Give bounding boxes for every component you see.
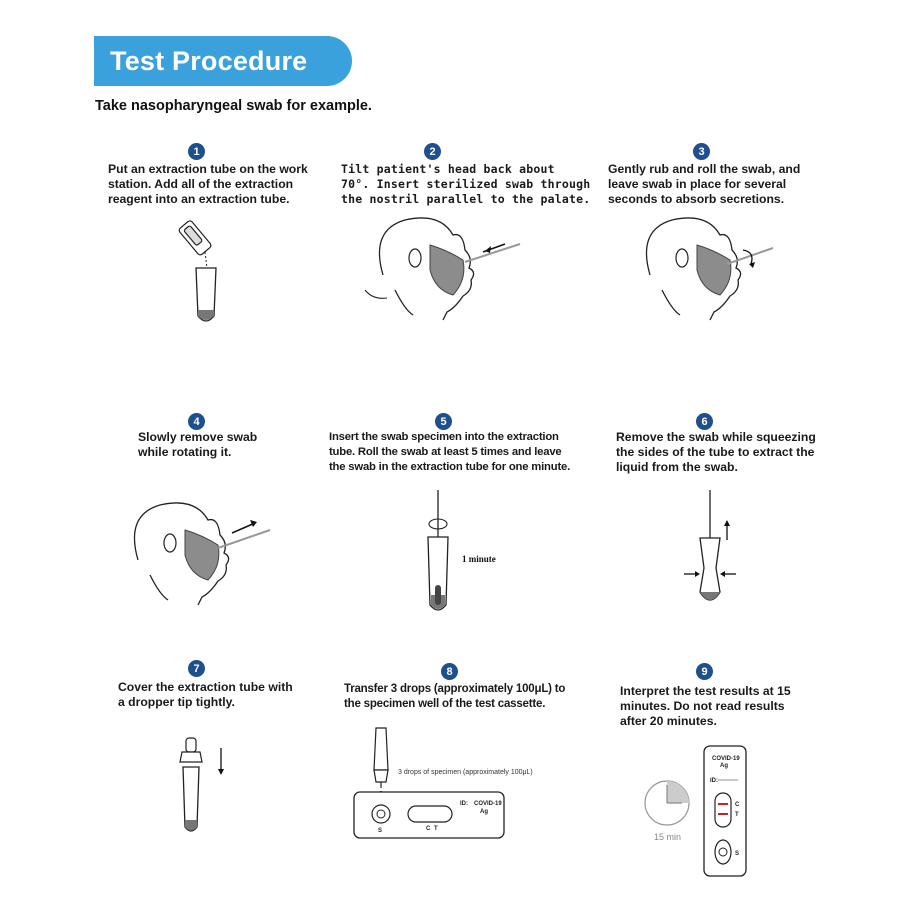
read-result-illustration (612, 660, 900, 910)
squeeze-tube-illustration (612, 410, 900, 660)
step-text: Tilt patient's head back about 70°. Insert sterilized swab through the nostril parallel to the palate. (341, 162, 591, 206)
cassette-id: ID: (460, 801, 468, 807)
step-2 (335, 140, 625, 390)
swab-in-tube-illustration (325, 410, 615, 660)
head-tilt-insert-swab-illustration (335, 140, 625, 390)
label-t: T (735, 812, 739, 818)
step-6 (612, 410, 900, 660)
timer-label: 15 min (654, 832, 682, 842)
step-number: 7 (188, 660, 205, 677)
step-text: Insert the swab specimen into the extraction tube. Roll the swab at least 5 times and leave the swab in the extraction tube for one minute. (329, 431, 571, 473)
step-number: 1 (188, 143, 205, 160)
label-c: C (735, 802, 740, 808)
cassette-id: ID: (710, 778, 718, 784)
cassette-subtitle: Ag (720, 763, 728, 769)
cassette-title: COVID-19 (474, 801, 502, 807)
page-subtitle: Take nasopharyngeal swab for example. (95, 98, 372, 114)
step-text: Transfer 3 drops (approximately 100μL) to the specimen well of the test cassette. (344, 683, 566, 710)
step-number: 5 (435, 413, 452, 430)
step-text: Put an extraction tube on the work station. Add all of the extraction reagent into an extraction tube. (108, 162, 308, 206)
step-text: Slowly remove swab while rotating it. (138, 430, 258, 459)
step-text: Gently rub and roll the swab, and leave swab in place for several seconds to absorb secretions. (608, 162, 801, 206)
label-c: C (426, 826, 431, 832)
step-number: 2 (424, 143, 441, 160)
step-text: Remove the swab while squeezing the sides of the tube to extract the liquid from the swab. (616, 430, 816, 474)
step-number: 3 (693, 143, 710, 160)
step-text: Cover the extraction tube with a dropper tip tightly. (118, 680, 293, 709)
step-8 (340, 660, 630, 910)
title-banner (94, 36, 352, 86)
cassette-subtitle: Ag (480, 809, 488, 815)
label-s: S (378, 828, 383, 834)
label-s: S (735, 851, 740, 857)
step-9 (612, 660, 900, 910)
transfer-drops-illustration (340, 660, 630, 910)
step-3 (605, 140, 895, 390)
step-number: 8 (441, 663, 458, 680)
step-5 (325, 410, 615, 660)
drops-label: 3 drops of specimen (approximately 100μL) (398, 769, 533, 776)
one-minute-label: 1 minute (462, 554, 496, 564)
step-number: 6 (696, 413, 713, 430)
label-t: T (434, 826, 438, 832)
step-number: 4 (188, 413, 205, 430)
page-title: Test Procedure (110, 45, 308, 76)
rub-roll-swab-illustration (605, 140, 895, 390)
step-number: 9 (696, 663, 713, 680)
step-text: Interpret the test results at 15 minutes. Do not read results after 20 minutes. (620, 684, 791, 728)
cassette-title: COVID-19 (712, 756, 740, 762)
